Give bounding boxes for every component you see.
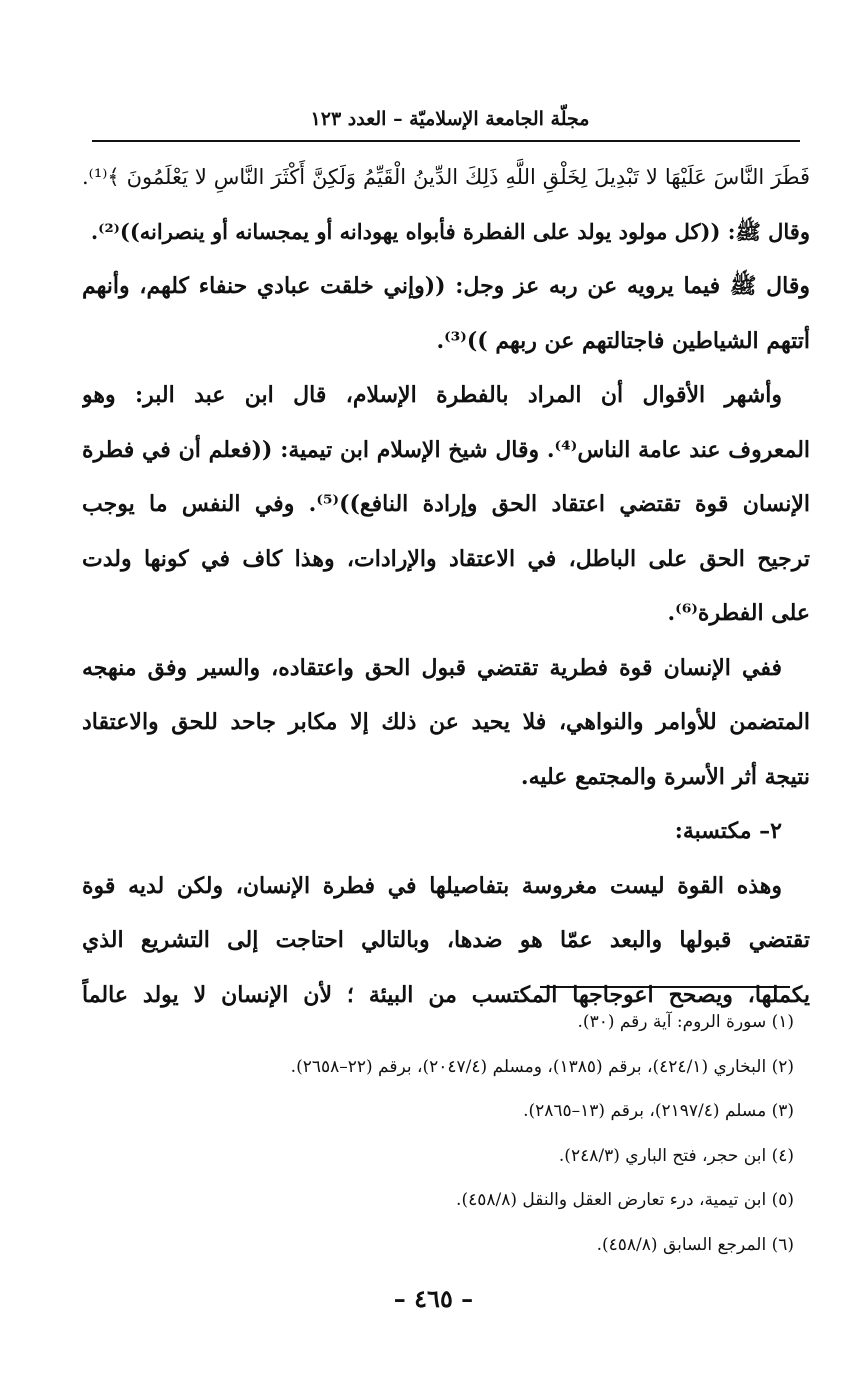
paragraph-line: ترجيح الحق على الباطل، في الاعتقاد والإرادات، وهذا كاف في كونها ولدت bbox=[82, 545, 810, 572]
body-text bbox=[82, 150, 810, 1022]
footnote: (٥) ابن تيمية، درء تعارض العقل والنقل (٤٥٨/٨). bbox=[456, 1190, 794, 1210]
paragraph-line: وأشهر الأقوال أن المراد بالفطرة الإسلام، قال ابن عبد البر: وهو bbox=[82, 382, 782, 408]
hadith-line-1: وقال ﷺ: ((كل مولود يولد على الفطرة فأبواه يهودانه أو يمجسانه أو ينصرانه))⁽²⁾. bbox=[90, 218, 810, 244]
paragraph-line: الإنسان قوة تقتضي اعتقاد الحق وإرادة النافع))⁽⁵⁾. وفي النفس ما يوجب bbox=[82, 491, 810, 517]
section-heading: ٢– مكتسبة: bbox=[674, 818, 782, 844]
footnote-rule bbox=[540, 986, 790, 988]
paragraph-line: وهذه القوة ليست مغروسة بتفاصيلها في فطرة الإنسان، ولكن لديه قوة bbox=[82, 872, 782, 899]
hadith-line-2: وقال ﷺ فيما يرويه عن ربه عز وجل: ((وإني خلقت عبادي حنفاء كلهم، وأنهم bbox=[82, 273, 810, 299]
paragraph-line: نتيجة أثر الأسرة والمجتمع عليه. bbox=[520, 763, 810, 790]
paragraph-line: ففي الإنسان قوة فطرية تقتضي قبول الحق واعتقاده، والسير وفق منهجه bbox=[82, 654, 782, 681]
footnote: (٦) المرجع السابق (٤٥٨/٨). bbox=[596, 1234, 794, 1255]
paragraph-line: تقتضي قبولها والبعد عمّا هو ضدها، وبالتالي احتاجت إلى التشريع الذي bbox=[82, 927, 810, 953]
header-rule bbox=[92, 140, 800, 142]
running-header: مجلّة الجامعة الإسلاميّة – العدد ١٢٣ bbox=[310, 108, 590, 130]
footnote: (٤) ابن حجر، فتح الباري (٢٤٨/٣). bbox=[558, 1145, 794, 1166]
footnote: (٢) البخاري (٤٢٤/١)، برقم (١٣٨٥)، ومسلم (٢٠٤٧/٤)، برقم (٢٢–٢٦٥٨). bbox=[290, 1056, 794, 1077]
paragraph-line: على الفطرة⁽⁶⁾. bbox=[667, 600, 810, 626]
paragraph-line: يكملها، ويصحح اعوجاجها المكتسب من البيئة ؛ لأن الإنسان لا يولد عالماً bbox=[82, 981, 810, 1008]
page-number: – ٤٦٥ – bbox=[393, 1284, 474, 1313]
footnote: (١) سورة الروم: آية رقم (٣٠). bbox=[577, 1012, 794, 1032]
footnotes bbox=[82, 1000, 794, 1267]
paragraph-line: المعروف عند عامة الناس⁽⁴⁾. وقال شيخ الإسلام ابن تيمية: ((فعلم أن في فطرة bbox=[82, 436, 810, 463]
paragraph-line: المتضمن للأوامر والنواهي، فلا يحيد عن ذلك إلا مكابر جاحد للحق والاعتقاد bbox=[82, 709, 810, 735]
quran-verse-line: فَطَرَ النَّاسَ عَلَيْهَا لا تَبْدِيلَ لِخَلْقِ اللَّهِ ذَلِكَ الدِّينُ الْقَيِّمُ وَلَكِنَّ أَكْثَرَ النَّاسِ لا يَعْلَمُونَ ﴾⁽¹⁾. bbox=[82, 165, 810, 189]
footnote: (٣) مسلم (٢١٩٧/٤)، برقم (١٣–٢٨٦٥). bbox=[523, 1101, 794, 1121]
hadith-line-3: أتتهم الشياطين فاجتالتهم عن ربهم ))⁽³⁾. bbox=[436, 327, 810, 354]
